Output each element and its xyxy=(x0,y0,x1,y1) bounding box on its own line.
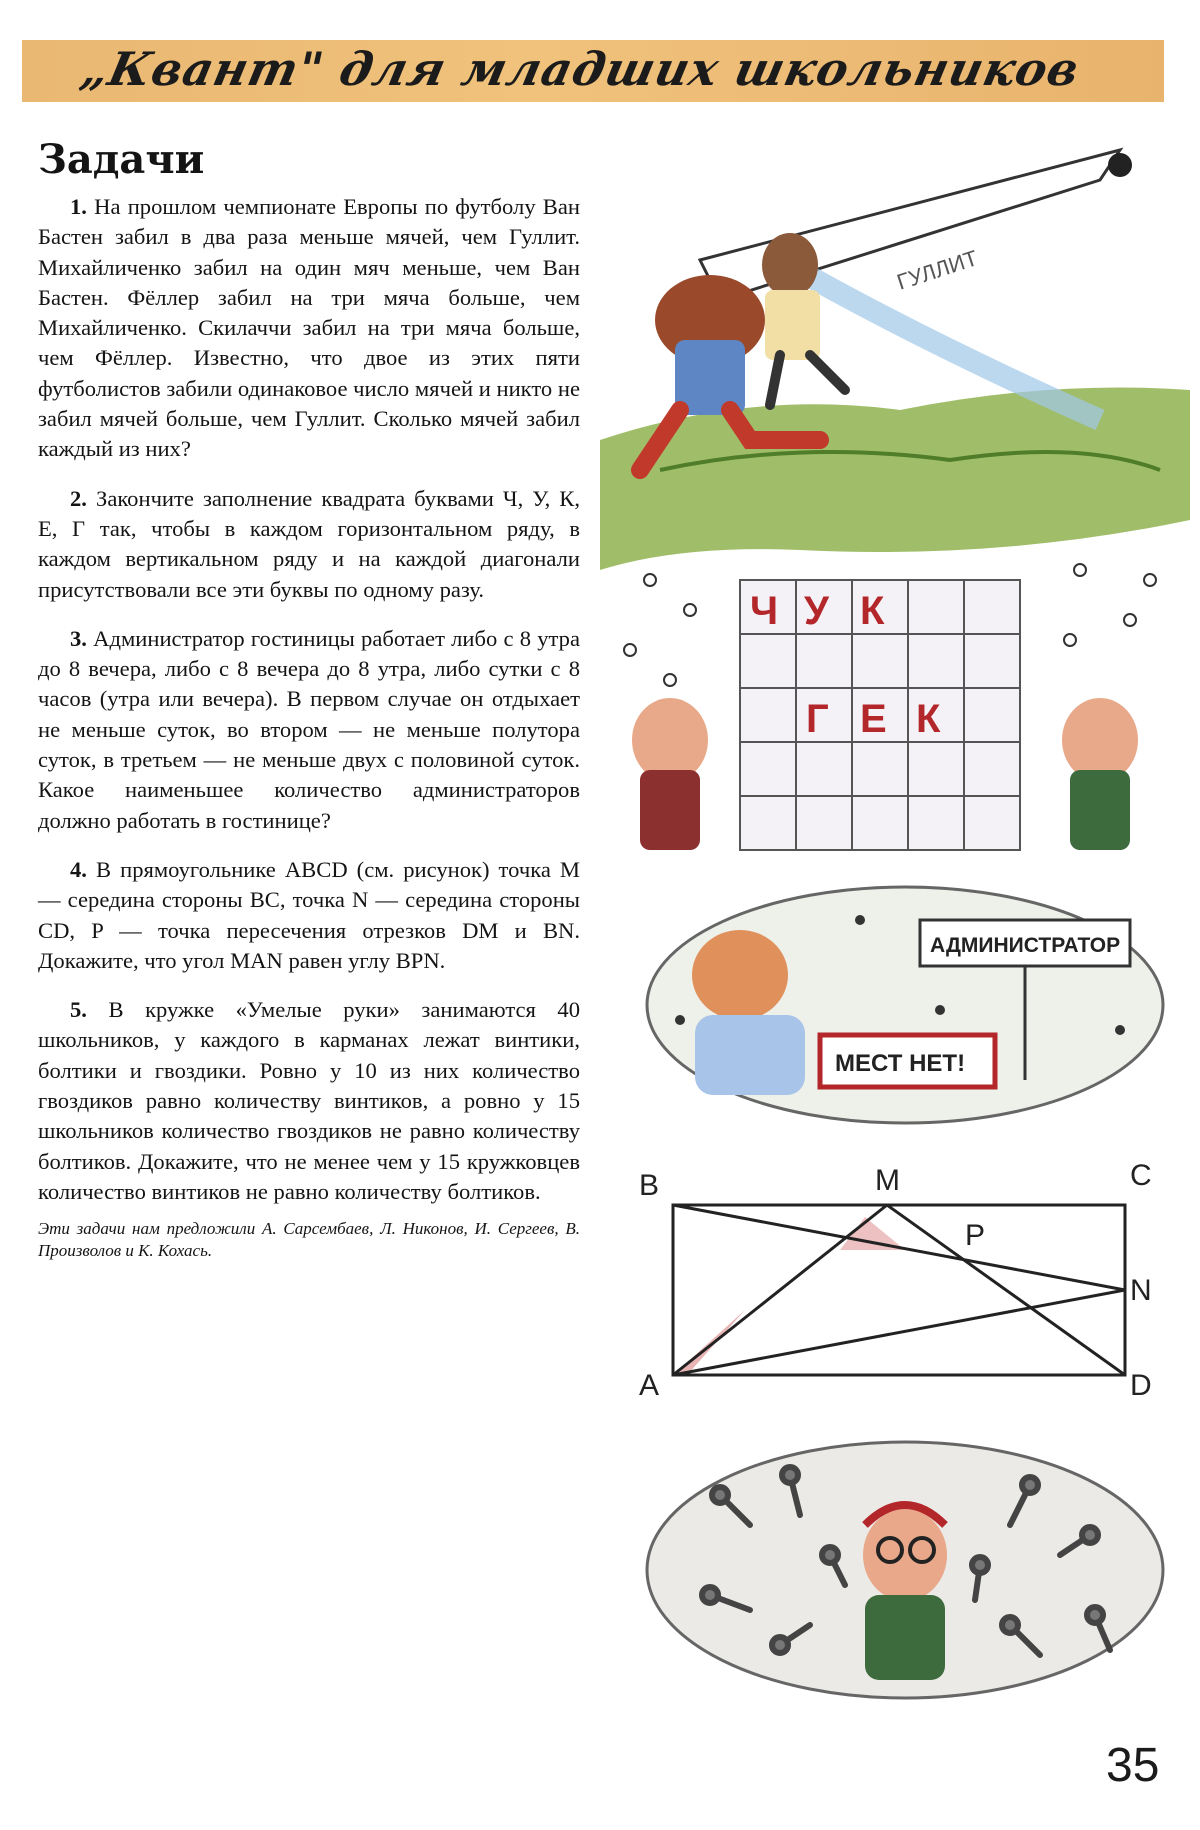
problem-2 xyxy=(38,484,580,605)
rectangle-diagram xyxy=(625,1150,1165,1410)
jersey-text: ГУЛЛИТ xyxy=(893,245,981,295)
point-label-p: P xyxy=(965,1219,986,1252)
problem-text: В прямоугольнике ABCD (см. рисунок) точка M — середина стороны BC, точка N — середина стороны CD, P — точка пересечения отрезков DM и BN. Докажите, что угол MAN равен углу BPN. xyxy=(38,856,580,973)
square-letter: У xyxy=(804,589,829,633)
square-letter: К xyxy=(916,697,941,741)
hardware-illustration xyxy=(640,1435,1170,1705)
point-label-b: B xyxy=(639,1169,660,1202)
point-label-c: C xyxy=(1130,1159,1152,1192)
point-label-n: N xyxy=(1130,1274,1152,1307)
problem-3 xyxy=(38,624,580,836)
desk-sign: МЕСТ НЕТ! xyxy=(835,1050,966,1077)
problems-column xyxy=(38,192,580,1279)
header-title: „Квант" для младших школьников xyxy=(76,42,1085,96)
problem-number: 1. xyxy=(70,194,87,219)
credits: Эти задачи нам предложили А. Сарсембаев, Л. Никонов, И. Сергеев, В. Произволов и К. Кохась. xyxy=(38,1219,580,1261)
football-illustration xyxy=(600,140,1190,580)
header-band xyxy=(22,40,1164,102)
admin-sign: АДМИНИСТРАТОР xyxy=(930,934,1121,957)
problem-5 xyxy=(38,995,580,1207)
problem-1 xyxy=(38,192,580,465)
point-label-d: D xyxy=(1130,1369,1152,1402)
problem-text: Администратор гостиницы работает либо с 8 утра до 8 вечера, либо с 8 вечера до 8 утра, либо сутки с 8 часов (утра или вечера). В первом случае он отдыхает не меньше суток, во втором — не меньше полутора суток, в третьем — не меньше двух с половиной суток. Какое наименьшее количество администраторов должно работать в гостинице? xyxy=(38,625,580,833)
point-label-a: A xyxy=(639,1369,660,1402)
square-letter: К xyxy=(860,589,885,633)
ball-icon xyxy=(1108,153,1132,177)
section-title: Задачи xyxy=(38,136,205,183)
letter-square-illustration xyxy=(610,560,1170,890)
point-label-m: M xyxy=(875,1164,900,1197)
problem-number: 5. xyxy=(70,997,87,1023)
problem-number: 2. xyxy=(70,485,87,511)
problem-number: 3. xyxy=(70,625,87,651)
page-number: 35 xyxy=(1106,1739,1160,1792)
square-letter: Ч xyxy=(750,589,779,633)
square-letter: Е xyxy=(860,697,887,741)
problem-text: На прошлом чемпионате Европы по футболу Ван Бастен забил в два раза меньше мячей, чем Гуллит. Михайличенко забил на один мяч меньше, чем Ван Бастен. Фёллер забил на три мяча больше, чем Михайличенко. Скилаччи забил на три мяча больше, чем Фёллер. Известно, что двое из этих пяти футболистов забили одинаковое число мячей и никто не забил мячей больше, чем Гуллит. Сколько мячей забил каждый из них? xyxy=(38,194,580,462)
hotel-illustration xyxy=(640,880,1170,1130)
problem-number: 4. xyxy=(70,856,87,882)
square-letter: Г xyxy=(806,697,829,741)
problem-text: Закончите заполнение квадрата буквами Ч, У, К, Е, Г так, чтобы в каждом горизонтальном ряду, в каждом вертикальном ряду и на каждой диагонали присутствовали все эти буквы по одному разу. xyxy=(38,485,580,602)
problem-4 xyxy=(38,855,580,976)
problem-text: В кружке «Умелые руки» занимаются 40 школьников, у каждого в карманах лежат винтики, болтики и гвоздики. Ровно у 10 из них количество гвоздиков равно количеству винтиков, а ровно у 15 школьников количество гвоздиков не равно количеству болтиков. Докажите, что не менее чем у 15 кружковцев количество винтиков не равно количеству болтиков. xyxy=(38,997,581,1204)
